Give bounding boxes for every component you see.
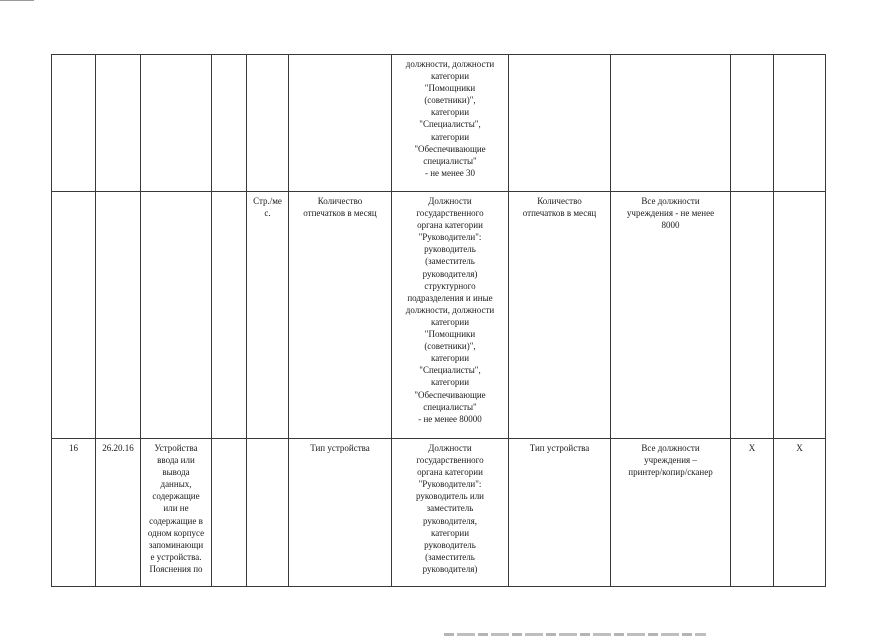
table-row xyxy=(52,55,826,192)
mark2-cell xyxy=(774,192,826,439)
limit-value-cell: Должности государственного органа категории "Руководители": руководитель или заместитель руководителя, категории руководитель (заместитель руководителя) xyxy=(392,439,509,587)
code-cell xyxy=(96,192,141,439)
mark1-cell: X xyxy=(731,439,774,587)
characteristic2-cell: Тип устройства xyxy=(509,439,611,587)
number-cell: 16 xyxy=(52,439,96,587)
number-cell xyxy=(52,55,96,192)
name-cell: Устройства ввода или вывода данных, содержащие или не содержащие в одном корпусе запоминающи е устройства. Пояснения по xyxy=(141,439,212,587)
mark1-cell xyxy=(731,55,774,192)
number-cell xyxy=(52,192,96,439)
limit-value2-cell: Все должности учреждения - не менее 8000 xyxy=(611,192,731,439)
unit-cell xyxy=(247,55,289,192)
scan-edge-mark xyxy=(0,0,34,1)
characteristic-cell xyxy=(289,55,392,192)
table-row xyxy=(52,192,826,439)
characteristic2-cell: Количество отпечатков в месяц xyxy=(509,192,611,439)
table-row xyxy=(52,439,826,587)
unit-cell: Стр./ме с. xyxy=(247,192,289,439)
code-cell: 26.20.16 xyxy=(96,439,141,587)
unit-code-cell xyxy=(212,55,247,192)
limit-value-cell: должности, должности категории "Помощники (советники)", категории "Специалисты", категории "Обеспечивающие специалисты" - не менее 30 xyxy=(392,55,509,192)
limit-value2-cell xyxy=(611,55,731,192)
code-cell xyxy=(96,55,141,192)
limit-value-cell: Должности государственного органа категории "Руководители": руководитель (заместитель руководителя) структурного подразделения и иные должности, должности категории "Помощники (советники)", категории "Специалисты", категории "Обеспечивающие специалисты" - не менее 80000 xyxy=(392,192,509,439)
limit-value2-cell: Все должности учреждения – принтер/копир/сканер xyxy=(611,439,731,587)
mark2-cell xyxy=(774,55,826,192)
mark1-cell xyxy=(731,192,774,439)
unit-cell xyxy=(247,439,289,587)
name-cell xyxy=(141,192,212,439)
name-cell xyxy=(141,55,212,192)
mark2-cell: X xyxy=(774,439,826,587)
scan-artifact xyxy=(444,633,706,636)
requirements-table xyxy=(51,54,826,587)
unit-code-cell xyxy=(212,192,247,439)
characteristic-cell: Тип устройства xyxy=(289,439,392,587)
unit-code-cell xyxy=(212,439,247,587)
characteristic2-cell xyxy=(509,55,611,192)
characteristic-cell: Количество отпечатков в месяц xyxy=(289,192,392,439)
